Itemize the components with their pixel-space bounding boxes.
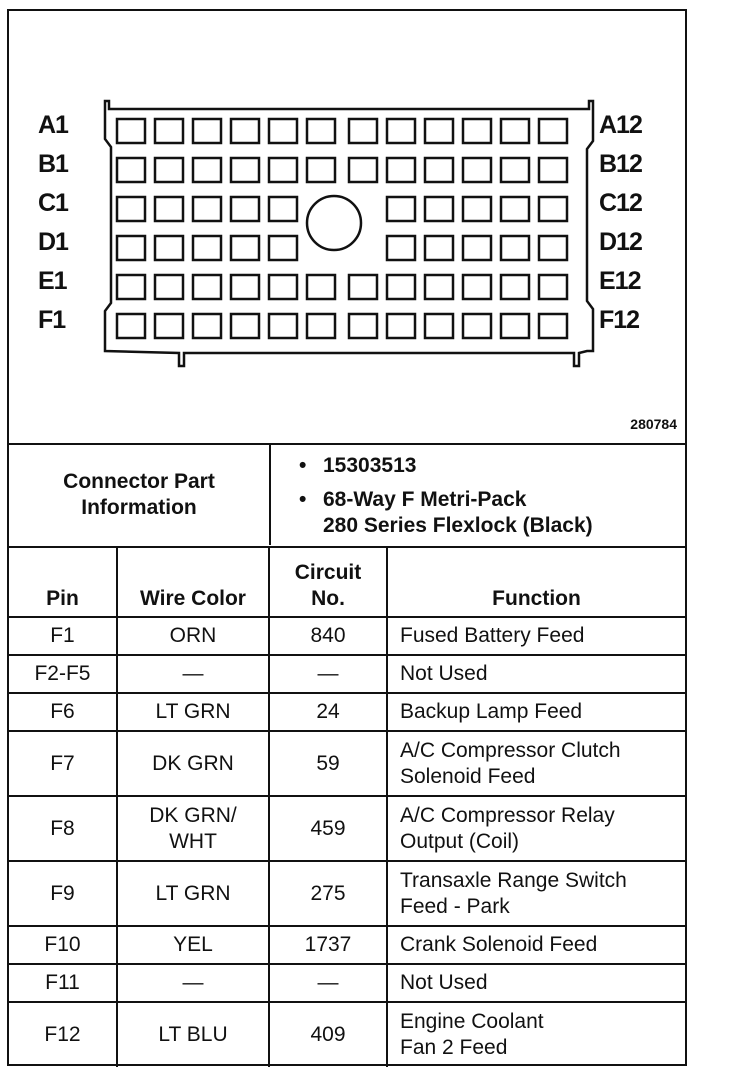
pin-cavity: [193, 119, 221, 143]
wire-color-line: —: [182, 662, 204, 685]
center-bolt-hole: [307, 196, 361, 250]
pin-cavity: [307, 275, 335, 299]
pin-cell: F6: [9, 693, 117, 731]
function-cell: [387, 1002, 685, 1067]
circuit-cell: 409: [269, 1002, 387, 1067]
pin-cavity: [307, 119, 335, 143]
pin-cavity: [463, 158, 491, 182]
header-pin: Pin: [9, 547, 117, 617]
function-cell: [387, 964, 685, 1002]
table-row: [9, 693, 685, 731]
pin-cavity: [425, 158, 453, 182]
table-row: [9, 617, 685, 655]
circuit-cell: 840: [269, 617, 387, 655]
pin-cavity: [155, 158, 183, 182]
table-row: [9, 1002, 685, 1067]
row-label-b-right: B12: [599, 150, 642, 178]
row-label-a-left: A1: [38, 111, 68, 139]
pin-cavity: [539, 236, 567, 260]
pin-cavity: [193, 236, 221, 260]
function-line: Transaxle Range Switch: [400, 868, 627, 892]
table-header-row: [9, 547, 685, 617]
pin-cavity: [539, 275, 567, 299]
pin-cavity: [155, 275, 183, 299]
pin-cavity: [117, 275, 145, 299]
part-number-item: [299, 453, 593, 479]
pin-cavity: [387, 119, 415, 143]
header-circuit: [269, 547, 387, 617]
circuit-cell: 275: [269, 861, 387, 926]
pin-cavity: [387, 314, 415, 338]
pin-cavity: [269, 275, 297, 299]
bullet-icon: •: [299, 454, 307, 477]
circuit-cell: 24: [269, 693, 387, 731]
pin-cavity: [231, 119, 259, 143]
pin-cavity: [425, 119, 453, 143]
pin-cavity: [269, 158, 297, 182]
circuit-cell: —: [269, 655, 387, 693]
wire-color-line: DK GRN/: [149, 803, 237, 827]
pin-cavity: [501, 314, 529, 338]
pin-cavity: [155, 236, 183, 260]
pin-cavity-grid: [117, 119, 567, 338]
pin-cavity: [349, 275, 377, 299]
pin-cell: F7: [9, 731, 117, 796]
pin-cavity: [269, 197, 297, 221]
function-line: A/C Compressor Clutch: [400, 738, 621, 762]
pin-cavity: [269, 119, 297, 143]
part-number: 15303513: [323, 454, 417, 477]
row-label-f-left: F1: [38, 306, 66, 334]
wire-color-line: LT GRN: [155, 881, 231, 905]
description-item: [299, 487, 593, 539]
wire-color-cell: [117, 731, 269, 796]
wire-color-line: —: [182, 971, 204, 994]
wire-color-line: LT GRN: [155, 700, 231, 723]
function-cell: [387, 693, 685, 731]
function-line: Fan 2 Feed: [400, 1036, 508, 1059]
wire-color-cell: [117, 1002, 269, 1067]
pin-cavity: [501, 236, 529, 260]
wire-color-line: WHT: [169, 829, 217, 853]
wire-color-cell: [117, 926, 269, 964]
pin-cavity: [231, 236, 259, 260]
pin-cavity: [231, 275, 259, 299]
function-cell: [387, 861, 685, 926]
pin-cavity: [349, 314, 377, 338]
function-line: Not Used: [400, 971, 488, 994]
pin-cavity: [463, 275, 491, 299]
pin-cavity: [231, 314, 259, 338]
wire-color-line: DK GRN: [152, 751, 234, 775]
pin-cavity: [231, 158, 259, 182]
pin-cavity: [387, 275, 415, 299]
connector-info-heading: [9, 445, 269, 545]
pin-cavity: [539, 314, 567, 338]
wire-color-cell: [117, 964, 269, 1002]
pin-cavity: [501, 275, 529, 299]
function-line: Fused Battery Feed: [400, 624, 585, 647]
connector-info-details: [299, 453, 593, 539]
pin-cavity: [425, 236, 453, 260]
table-row: [9, 926, 685, 964]
pin-cavity: [193, 158, 221, 182]
function-line: Feed - Park: [400, 894, 510, 918]
pin-cavity: [117, 197, 145, 221]
pin-cavity: [193, 197, 221, 221]
pin-cavity: [425, 275, 453, 299]
table-row: [9, 964, 685, 1002]
pin-cavity: [307, 314, 335, 338]
pin-cavity: [463, 314, 491, 338]
wire-color-cell: [117, 693, 269, 731]
heading-line-1: Connector Part: [63, 470, 215, 493]
pin-cavity: [387, 236, 415, 260]
heading-line-2: Information: [81, 496, 197, 519]
pin-cavity: [231, 197, 259, 221]
pin-cell: F10: [9, 926, 117, 964]
circuit-cell: —: [269, 964, 387, 1002]
function-cell: [387, 655, 685, 693]
function-line: Not Used: [400, 662, 488, 685]
wire-color-cell: [117, 861, 269, 926]
pin-cavity: [539, 119, 567, 143]
pin-cell: F11: [9, 964, 117, 1002]
row-label-d-right: D12: [599, 228, 642, 256]
pin-cavity: [117, 158, 145, 182]
table-row: [9, 796, 685, 861]
table-row: [9, 861, 685, 926]
circuit-cell: 59: [269, 731, 387, 796]
circuit-cell: 1737: [269, 926, 387, 964]
row-label-a-right: A12: [599, 111, 642, 139]
pin-cavity: [117, 236, 145, 260]
wire-color-cell: [117, 617, 269, 655]
description-line-2: 280 Series Flexlock (Black): [323, 514, 593, 537]
pin-cavity: [155, 119, 183, 143]
pin-cavity: [425, 197, 453, 221]
pin-cavity: [269, 314, 297, 338]
row-label-b-left: B1: [38, 150, 68, 178]
pin-cavity: [539, 158, 567, 182]
header-function: Function: [387, 547, 685, 617]
pin-cavity: [349, 158, 377, 182]
function-line: A/C Compressor Relay: [400, 803, 615, 827]
row-label-e-right: E12: [599, 267, 641, 295]
pin-cavity: [463, 119, 491, 143]
wire-color-cell: [117, 655, 269, 693]
wire-color-line: YEL: [173, 933, 213, 956]
function-line: Crank Solenoid Feed: [400, 933, 598, 956]
pin-cavity: [501, 197, 529, 221]
pin-cavity: [387, 158, 415, 182]
pin-cavity: [307, 158, 335, 182]
function-cell: [387, 731, 685, 796]
function-line: Engine Coolant: [400, 1010, 544, 1033]
connector-face-drawing: [9, 11, 685, 443]
pin-cavity: [193, 314, 221, 338]
function-cell: [387, 926, 685, 964]
figure-id: 280784: [630, 416, 677, 432]
table-row: [9, 731, 685, 796]
header-wire-color: Wire Color: [117, 547, 269, 617]
info-divider: [269, 445, 271, 545]
function-line: Backup Lamp Feed: [400, 700, 583, 723]
row-label-f-right: F12: [599, 306, 640, 334]
table-row: [9, 655, 685, 693]
row-label-c-left: C1: [38, 189, 68, 217]
header-circuit-line-2: No.: [311, 587, 345, 610]
wire-color-line: ORN: [169, 624, 217, 647]
pin-cavity: [539, 197, 567, 221]
pin-cell: F9: [9, 861, 117, 926]
pin-table: [9, 546, 685, 1067]
pin-cavity: [425, 314, 453, 338]
pin-cavity: [463, 236, 491, 260]
pin-cavity: [349, 119, 377, 143]
pin-cavity: [155, 314, 183, 338]
pin-cavity: [269, 236, 297, 260]
pin-cavity: [501, 158, 529, 182]
pin-cavity: [117, 119, 145, 143]
connector-page: [7, 9, 687, 1066]
function-line: Output (Coil): [400, 829, 520, 853]
row-label-c-right: C12: [599, 189, 642, 217]
wire-color-cell: [117, 796, 269, 861]
pin-cavity: [117, 314, 145, 338]
pin-cell: F12: [9, 1002, 117, 1067]
pin-cavity: [155, 197, 183, 221]
circuit-cell: 459: [269, 796, 387, 861]
row-label-d-left: D1: [38, 228, 68, 256]
pin-cell: F1: [9, 617, 117, 655]
function-cell: [387, 796, 685, 861]
bullet-icon: •: [299, 488, 307, 511]
function-cell: [387, 617, 685, 655]
pin-cavity: [501, 119, 529, 143]
function-line: Solenoid Feed: [400, 764, 536, 788]
connector-diagram: [9, 11, 685, 443]
pin-cell: F8: [9, 796, 117, 861]
pin-cavity: [463, 197, 491, 221]
pin-cavity: [387, 197, 415, 221]
description-line-1: 68-Way F Metri-Pack: [323, 488, 527, 511]
wire-color-line: LT BLU: [158, 1023, 228, 1046]
connector-part-info: [9, 445, 685, 545]
header-circuit-line-1: Circuit: [294, 561, 362, 584]
pin-cell: F2-F5: [9, 655, 117, 693]
row-label-e-left: E1: [38, 267, 67, 295]
pin-cavity: [193, 275, 221, 299]
